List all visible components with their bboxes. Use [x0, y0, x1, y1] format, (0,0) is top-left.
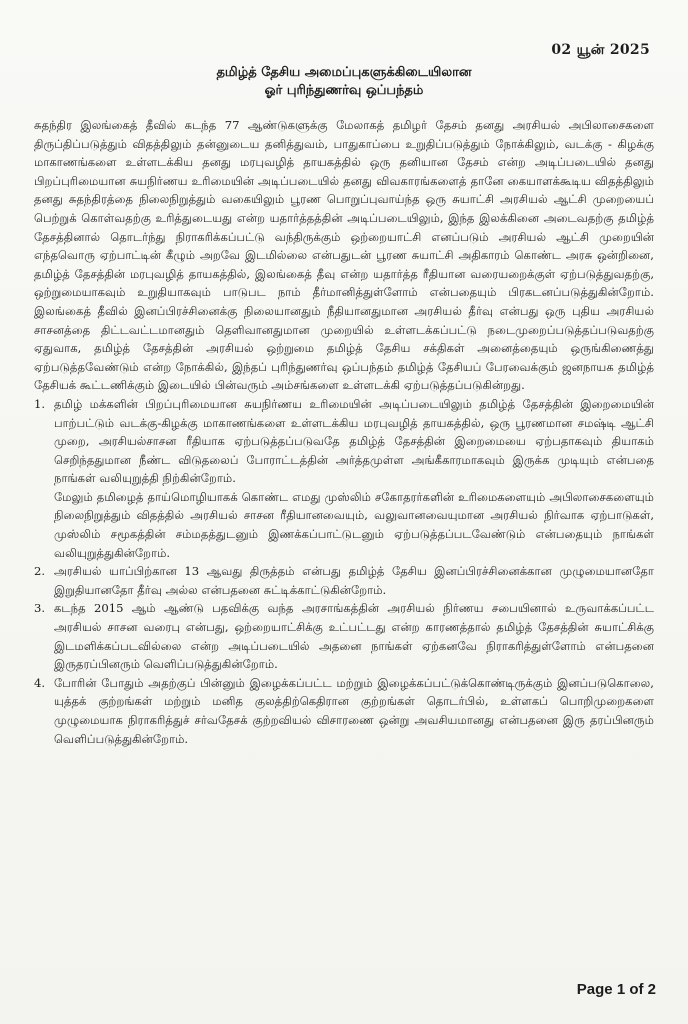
point-paragraph: கடந்த 2015 ஆம் ஆண்டு பதவிக்கு வந்த அரசாங்கத்தின் அரசியல் நிர்ணய சபையினால் உருவாக்கப்பட்ட அரசியல் சாசன வரைபு என்பது, ஒற்றையாட்சிக்கு உட்பட்டது என்ற காரணத்தால் தமிழ்த் தேசத்தின் சுயாட்சிக்கு இடமளிக்கப்படவில்லை என்ற அடிப்படையில் அதனை நாங்கள் ஏற்கனவே நிராகரித்துள்ளோம் என்பதனை இருதரப்பினரும் வெளிப்படுத்துகின்றோம். — [54, 601, 654, 672]
point-paragraph: தமிழ் மக்களின் பிறப்புரிமையான சுயநிர்ணய உரிமையின் அடிப்படையிலும் தமிழ்த் தேசத்தின் இறைமையின் பாற்பட்டும் வடக்கு-கிழக்கு மாகாணங்களை உள்ளடக்கிய மரபுவழித் தாயகத்தில், ஒரு பூரணமான சமஷ்டி ஆட்சி முறை, அரசியல்சாசன ரீதியாக ஏற்படுத்தப்படுவதே தமிழ்த் தேசத்தின் இறைமையை ஏற்பதாகவும் தியாகம் செறிந்ததுமான நீண்ட விடுதலைப் போராட்டத்தின் அர்த்தமுள்ள அங்கீகாரமாகவும் இருக்க முடியும் என்பதை நாங்கள் வலியுறுத்தி நிற்கின்றோம். — [54, 396, 654, 486]
document-date: 02 யூன் 2025 — [551, 42, 650, 58]
points-list — [34, 395, 654, 748]
point-item — [34, 395, 654, 562]
point-item — [34, 599, 654, 673]
point-item — [34, 562, 654, 599]
point-number: 4. — [34, 675, 46, 690]
point-number: 1. — [34, 396, 46, 411]
intro-paragraph: சுதந்திர இலங்கைத் தீவில் கடந்த 77 ஆண்டுகளுக்கு மேலாகத் தமிழர் தேசம் தனது அரசியல் அபிலாசைகளை திருப்திப்படுத்தும் விதத்திலும் தன்னுடைய தனித்துவம், பாதுகாப்பை உறுதிப்படுத்தும் நோக்கிலும், வடக்கு - கிழக்கு மாகாணங்களை உள்ளடக்கிய தனது மரபுவழித் தாயகத்தில் ஒரு தனியான தேசம் என்ற அடிப்படையில் தனது பிறப்புரிமையான சுயநிர்ணய உரிமையின் அடிப்படையில் தனது விவகாரங்களைத் தானே கையாளக்கூடிய விதத்திலும் தனது சுதந்திரத்தை நிலைநிறுத்தும் வகையிலும் பூரண பொறுப்புவாய்ந்த ஒரு சுயாட்சி அரசியல் ஆட்சி முறையைப் பெற்றுக் கொள்வதற்கு உரித்துடையது என்ற யதார்த்தத்தின் அடிப்படையிலும், இந்த இலக்கினை அடைவதற்கு தமிழ்த் தேசத்தினால் தொடர்ந்து நிராகரிக்கப்பட்டு வந்திருக்கும் ஒற்றையாட்சி எனப்படும் அரசியல் ஆட்சி முறையின் எந்தவொரு ஏற்பாட்டின் கீழும் அறவே இடமில்லை என்பதுடன் பூரண சுயாட்சி அதிகாரம் கொண்ட அரசு ஒன்றினை, தமிழ்த் தேசத்தின் மரபுவழித் தாயகத்தில், இலங்கைத் தீவு என்ற யதார்த்த ரீதியான வரையறைக்குள் ஏற்படுத்துவதற்கு, ஒற்றுமையாகவும் உறுதியாகவும் பாடுபட நாம் தீர்மானித்துள்ளோம் என்பதையும் பிரகடனப்படுத்துகின்றோம். இலங்கைத் தீவில் இனப்பிரச்சினைக்கு நிலையானதும் நீதியானதுமான அரசியல் தீர்வு என்பது ஒரு புதிய அரசியல் சாசனத்தை திட்டவட்டமானதும் தெளிவானதுமான முறையில் உள்ளடக்கப்பட்டு நடைமுறைப்படுத்தப்படுவதற்கு ஏதுவாக, தமிழ்த் தேசத்தின் அரசியல் ஒற்றுமை தமிழ்த் தேசிய சக்திகள் அனைத்தையும் ஒருங்கிணைத்து ஏற்படுத்தவேண்டும் என்ற நோக்கில், இந்தப் புரிந்துணர்வு ஒப்பந்தம் தமிழ்த் தேசியப் பேரவைக்கும் ஜனநாயக தமிழ்த் தேசியக் கூட்டணிக்கும் இடையில் பின்வரும் அம்சங்களை உள்ளடக்கி ஏற்படுத்தப்படுகின்றது. — [34, 118, 654, 393]
point-paragraph: போரின் போதும் அதற்குப் பின்னும் இழைக்கப்பட்ட மற்றும் இழைக்கப்பட்டுக்கொண்டிருக்கும் இனப்படுகொலை, யுத்தக் குற்றங்கள் மற்றும் மனித குலத்திற்கெதிரான குற்றங்கள் தொடர்பில், உள்ளகப் பொறிமுறைகளை முழுமையாக நிராகரித்துச் சர்வதேசக் குற்றவியல் விசாரணை ஒன்று அவசியமானது என்பதனை இரு தரப்பினரும் வெளிப்படுத்துகின்றோம். — [54, 675, 654, 746]
point-number: 3. — [34, 601, 46, 616]
point-paragraph: அரசியல் யாப்பிற்கான 13 ஆவது திருத்தம் என்பது தமிழ்த் தேசிய இனப்பிரச்சினைக்கான முழுமையானதோ இறுதியானதோ தீர்வு அல்ல என்பதனை சுட்டிக்காட்டுகின்றோம். — [54, 564, 654, 597]
point-number: 2. — [34, 564, 46, 579]
page-number: Page 1 of 2 — [576, 981, 656, 998]
document-title — [0, 64, 688, 100]
title-line-1: தமிழ்த் தேசிய அமைப்புகளுக்கிடையிலான — [216, 65, 472, 80]
title-line-2: ஓர் புரிந்துணர்வு ஒப்பந்தம் — [264, 83, 424, 98]
document-body — [34, 116, 654, 748]
point-paragraph: மேலும் தமிழைத் தாய்மொழியாகக் கொண்ட எமது முஸ்லிம் சகோதரர்களின் உரிமைகளையும் அபிலாசைகளையும் நிலைநிறுத்தும் விதத்தில் அரசியல் சாசன ரீதியானவையும், வலுவானவையுமான அரசியல் நிர்வாக ஏற்பாடுகள், முஸ்லிம் சமூகத்தின் சம்மதத்துடனும் இணக்கப்பாட்டுடனும் ஏற்படுத்தப்படவேண்டும் என்பதையும் நாங்கள் வலியுறுத்துகின்றோம். — [54, 489, 654, 560]
point-item — [34, 674, 654, 748]
